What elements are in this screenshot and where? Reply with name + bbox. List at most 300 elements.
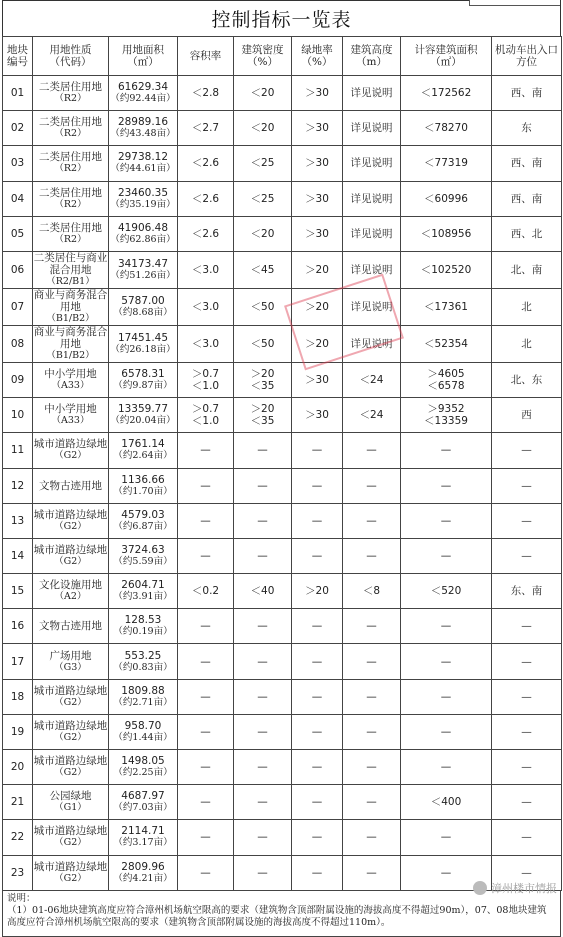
cell-area [109,714,178,749]
cell-gfa [401,785,492,820]
cell-access: — [492,820,562,855]
land-use-code: （R2） [54,198,87,210]
cell-area [109,216,178,251]
land-use-name: 城市道路边绿地 [33,755,108,768]
land-use-name: 城市道路边绿地 [33,508,108,521]
cell-gfa [401,251,492,288]
cell-far [178,398,234,433]
table-header-row [3,37,562,76]
gfa-value: ＞9352 [427,403,465,416]
cell-gfa [401,111,492,146]
notes-line-2: 高度应符合漳州机场航空限高的要求（建筑物含顶部附属设施的海拔高度不得超过110m）。 [7,916,391,928]
area-value: 1498.05 [121,755,165,768]
cell-land-use [33,574,109,609]
gfa-value: ＜102520 [420,263,472,276]
cell-gfa [401,468,492,503]
cell-far [178,251,234,288]
density-value: — [257,796,268,809]
cell-access: — [492,785,562,820]
area-value: 4579.03 [121,508,165,521]
corner-box [469,0,560,6]
cell-gfa [401,538,492,573]
table-row [3,325,562,362]
land-use-name: 二类居住与商业混合用地 [33,251,108,276]
cell-height: — [343,644,401,679]
cell-access: — [492,468,562,503]
cell-land-use [33,468,109,503]
density-value: ＜40 [250,585,275,598]
area-value: 13359.77 [117,403,169,416]
cell-land-use [33,398,109,433]
cell-green-ratio: — [292,750,343,785]
land-use-code: （G1） [54,802,87,814]
header-label: 建筑高度 [350,44,393,56]
area-mu: （约26.18亩） [110,343,176,355]
table-row [3,146,562,181]
density-value: — [257,655,268,668]
cell-land-use [33,820,109,855]
cell-land-use [33,503,109,538]
table-row [3,251,562,288]
area-value: 958.70 [124,719,162,732]
cell-far [178,820,234,855]
area-mu: （约35.19亩） [110,198,176,210]
cell-gfa [401,679,492,714]
cell-height: — [343,538,401,573]
cell-green-ratio: — [292,785,343,820]
wechat-icon [473,881,487,895]
table-row [3,362,562,397]
land-use-name: 文物古迹用地 [39,479,102,492]
cell-far [178,503,234,538]
cell-density [234,181,292,216]
far-value: — [200,866,211,879]
cell-area [109,111,178,146]
cell-access: 北、东 [492,362,562,397]
cell-plot-id: 05 [3,216,33,251]
gfa-value: — [440,655,452,668]
table-row [3,714,562,749]
cell-access: 西、南 [492,146,562,181]
cell-access: — [492,679,562,714]
cell-height: ＜24 [343,398,401,433]
area-value: 6578.31 [121,368,165,381]
cell-green-ratio: — [292,503,343,538]
cell-gfa [401,503,492,538]
far-value: — [200,444,211,457]
cell-land-use [33,325,109,362]
cell-height: — [343,433,401,468]
cell-density [234,362,292,397]
cell-height: ＜24 [343,362,401,397]
land-use-name: 公园绿地 [49,790,92,803]
gfa-value: ＞4605 [427,368,465,381]
far-value: — [200,690,211,703]
cell-area [109,785,178,820]
cell-plot-id: 11 [3,433,33,468]
cell-land-use [33,216,109,251]
area-mu: （约5.59亩） [113,555,173,567]
control-index-table [2,36,562,891]
header-cell [33,37,109,76]
area-mu: （约3.17亩） [113,837,173,849]
cell-density [234,503,292,538]
document-page [2,0,561,937]
cell-plot-id: 03 [3,146,33,181]
area-mu: （约0.19亩） [113,626,173,638]
density-value: — [257,444,268,457]
cell-far [178,76,234,111]
table-row [3,644,562,679]
area-value: 1761.14 [121,438,165,451]
cell-density [234,679,292,714]
table-row [3,750,562,785]
density-value: ＜45 [250,263,275,276]
cell-green-ratio: — [292,433,343,468]
far-value: — [200,831,211,844]
header-label: 机动车出入口 [495,44,558,56]
cell-green-ratio: ＞30 [292,146,343,181]
cell-area [109,325,178,362]
table-row [3,111,562,146]
gfa-value: ＜52354 [424,337,468,350]
cell-green-ratio: ＞20 [292,251,343,288]
cell-density [234,325,292,362]
cell-density [234,468,292,503]
land-use-name: 城市道路边绿地 [33,825,108,838]
cell-height: — [343,785,401,820]
header-cell [109,37,178,76]
watermark-text: 漳州楼市情报 [491,882,557,895]
cell-gfa [401,644,492,679]
gfa-value: — [440,690,452,703]
table-row [3,398,562,433]
cell-green-ratio: ＞30 [292,181,343,216]
land-use-code: （R2） [54,163,87,175]
cell-land-use [33,288,109,325]
land-use-code: （G2） [54,450,87,462]
far-value: ＞0.7 [191,368,220,381]
cell-plot-id: 08 [3,325,33,362]
table-row [3,433,562,468]
area-value: 61629.34 [117,81,169,94]
cell-land-use [33,251,109,288]
gfa-value: — [440,549,452,562]
far-value: ＞0.7 [191,403,220,416]
cell-green-ratio: ＞30 [292,76,343,111]
density-value: — [257,761,268,774]
area-value: 17451.45 [117,331,169,344]
area-mu: （约3.91亩） [113,591,173,603]
cell-access: — [492,503,562,538]
cell-far [178,679,234,714]
cell-gfa [401,288,492,325]
far-value: ＜3.0 [191,300,220,313]
cell-density [234,609,292,644]
table-row [3,76,562,111]
cell-height: — [343,609,401,644]
gfa-value: ＜78270 [424,122,468,135]
cell-gfa [401,76,492,111]
cell-access: — [492,855,562,890]
cell-area [109,288,178,325]
density-value: — [257,690,268,703]
land-use-name: 城市道路边绿地 [33,719,108,732]
area-mu: （约62.86亩） [110,233,176,245]
cell-plot-id: 16 [3,609,33,644]
area-mu: （约4.21亩） [113,872,173,884]
cell-plot-id: 02 [3,111,33,146]
header-cell [292,37,343,76]
cell-area [109,76,178,111]
land-use-name: 文物古迹用地 [39,620,102,633]
table-row [3,288,562,325]
cell-access: 东、南 [492,574,562,609]
density-value: — [257,831,268,844]
far-value: ＜2.8 [191,87,220,100]
table-row [3,181,562,216]
cell-land-use [33,609,109,644]
area-value: 128.53 [124,614,162,627]
far-value: — [200,725,211,738]
density-value: ＜25 [250,157,275,170]
table-row [3,468,562,503]
cell-height: 详见说明 [343,288,401,325]
cell-height: — [343,714,401,749]
header-unit: （m） [356,56,387,68]
area-value: 41906.48 [117,221,169,234]
cell-density [234,714,292,749]
cell-density [234,251,292,288]
area-mu: （约20.04亩） [110,415,176,427]
land-use-code: （G2） [54,872,87,884]
cell-height: 详见说明 [343,216,401,251]
area-mu: （约44.61亩） [110,163,176,175]
gfa-value: — [440,761,452,774]
cell-plot-id: 09 [3,362,33,397]
cell-density [234,785,292,820]
cell-access: — [492,433,562,468]
cell-land-use [33,433,109,468]
cell-area [109,468,178,503]
table-title-row [2,0,561,36]
land-use-name: 二类居住用地 [39,81,102,94]
cell-far [178,574,234,609]
far-value: — [200,549,211,562]
area-value: 23460.35 [117,186,169,199]
far-value: ＜3.0 [191,263,220,276]
area-value: 28989.16 [117,116,169,129]
area-value: 2604.71 [121,579,165,592]
cell-area [109,181,178,216]
land-use-code: （G2） [54,555,87,567]
cell-green-ratio: — [292,820,343,855]
gfa-value: — [440,831,452,844]
cell-density [234,644,292,679]
header-unit: （㎡） [430,56,462,68]
cell-far [178,433,234,468]
cell-green-ratio: — [292,714,343,749]
cell-green-ratio: ＞20 [292,325,343,362]
land-use-name: 二类居住用地 [39,151,102,164]
header-label: 用地面积 [122,44,164,56]
cell-green-ratio: — [292,468,343,503]
header-cell [178,37,234,76]
cell-access: — [492,714,562,749]
area-mu: （约1.44亩） [113,731,173,743]
land-use-name: 广场用地 [49,649,92,662]
cell-land-use [33,855,109,890]
cell-land-use [33,679,109,714]
area-value: 29738.12 [117,151,169,164]
cell-green-ratio: — [292,679,343,714]
cell-area [109,820,178,855]
cell-gfa [401,750,492,785]
cell-area [109,574,178,609]
area-mu: （约2.71亩） [113,696,173,708]
page-title: 控制指标一览表 [211,9,352,31]
density-value: ＜50 [250,337,275,350]
area-mu: （约9.87亩） [113,380,173,392]
land-use-code: （G3） [54,661,87,673]
area-mu: （约2.64亩） [113,450,173,462]
cell-land-use [33,362,109,397]
area-value: 5787.00 [121,294,165,307]
cell-area [109,855,178,890]
land-use-code: （B1/B2） [46,312,95,324]
cell-gfa [401,216,492,251]
far-value: — [200,479,211,492]
gfa-value: — [440,866,452,879]
gfa-value: ＜60996 [424,192,468,205]
cell-height: 详见说明 [343,181,401,216]
cell-far [178,785,234,820]
cell-density [234,855,292,890]
density-value: — [257,549,268,562]
header-unit: 方位 [516,56,537,68]
cell-access: 北、南 [492,251,562,288]
land-use-name: 中小学用地 [44,403,97,416]
cell-access: — [492,644,562,679]
cell-access: 北 [492,288,562,325]
cell-density [234,76,292,111]
far-value: — [200,761,211,774]
cell-far [178,288,234,325]
gfa-value-2: ＜13359 [424,415,468,428]
far-value: — [200,796,211,809]
land-use-code: （G2） [54,837,87,849]
cell-height: 详见说明 [343,146,401,181]
far-value: ＜2.6 [191,227,220,240]
area-mu: （约92.44亩） [110,93,176,105]
density-value: ＞20 [250,403,275,416]
cell-access: 西、南 [492,76,562,111]
far-value: ＜2.6 [191,192,220,205]
land-use-code: （R2） [54,233,87,245]
cell-far [178,644,234,679]
header-unit: 编号 [7,56,28,68]
land-use-code: （R2/B1） [46,275,95,287]
cell-height: — [343,855,401,890]
table-row [3,538,562,573]
table-row [3,679,562,714]
far-value: — [200,620,211,633]
header-cell [492,37,562,76]
gfa-value: ＜108956 [420,227,472,240]
cell-area [109,362,178,397]
cell-far [178,750,234,785]
cell-area [109,503,178,538]
cell-land-use [33,111,109,146]
cell-area [109,433,178,468]
area-value: 1809.88 [121,684,165,697]
gfa-value: ＜17361 [424,300,468,313]
cell-far [178,855,234,890]
header-label: 绿地率 [301,44,333,56]
cell-area [109,609,178,644]
header-label: 建筑密度 [241,44,284,56]
area-value: 4687.97 [121,790,165,803]
land-use-name: 城市道路边绿地 [33,860,108,873]
cell-density [234,538,292,573]
gfa-value: — [440,514,452,527]
density-value: — [257,514,268,527]
cell-plot-id: 21 [3,785,33,820]
table-body [3,76,562,891]
cell-far [178,181,234,216]
notes-section [2,891,561,937]
header-label: 计容建筑面积 [414,44,478,56]
cell-green-ratio: ＞30 [292,398,343,433]
cell-density [234,820,292,855]
cell-area [109,750,178,785]
notes-heading: 说明： [7,892,36,904]
cell-access: 西 [492,398,562,433]
cell-plot-id: 23 [3,855,33,890]
cell-height: — [343,503,401,538]
header-label: 容积率 [189,50,222,62]
land-use-name: 城市道路边绿地 [33,543,108,556]
land-use-code: （B1/B2） [46,349,95,361]
area-mu: （约7.03亩） [113,802,173,814]
cell-height: ＜8 [343,574,401,609]
far-value: ＜2.7 [191,122,220,135]
header-label: 地块 [7,44,28,56]
table-row [3,216,562,251]
land-use-name: 商业与商务混合用地 [33,288,108,313]
land-use-code: （G2） [54,767,87,779]
cell-land-use [33,181,109,216]
cell-green-ratio: ＞30 [292,362,343,397]
area-mu: （约0.83亩） [113,661,173,673]
land-use-name: 商业与商务混合用地 [33,325,108,350]
density-value-2: ＜35 [250,415,275,428]
far-value-2: ＜1.0 [191,415,220,428]
cell-far [178,146,234,181]
gfa-value: — [440,620,452,633]
gfa-value: ＜172562 [420,87,472,100]
cell-plot-id: 12 [3,468,33,503]
cell-density [234,574,292,609]
cell-access: 西、南 [492,181,562,216]
land-use-code: （R2） [54,93,87,105]
density-value: — [257,479,268,492]
land-use-code: （G2） [54,731,87,743]
far-value: ＜0.2 [191,585,220,598]
cell-gfa [401,820,492,855]
area-mu: （约6.87亩） [113,520,173,532]
cell-plot-id: 15 [3,574,33,609]
